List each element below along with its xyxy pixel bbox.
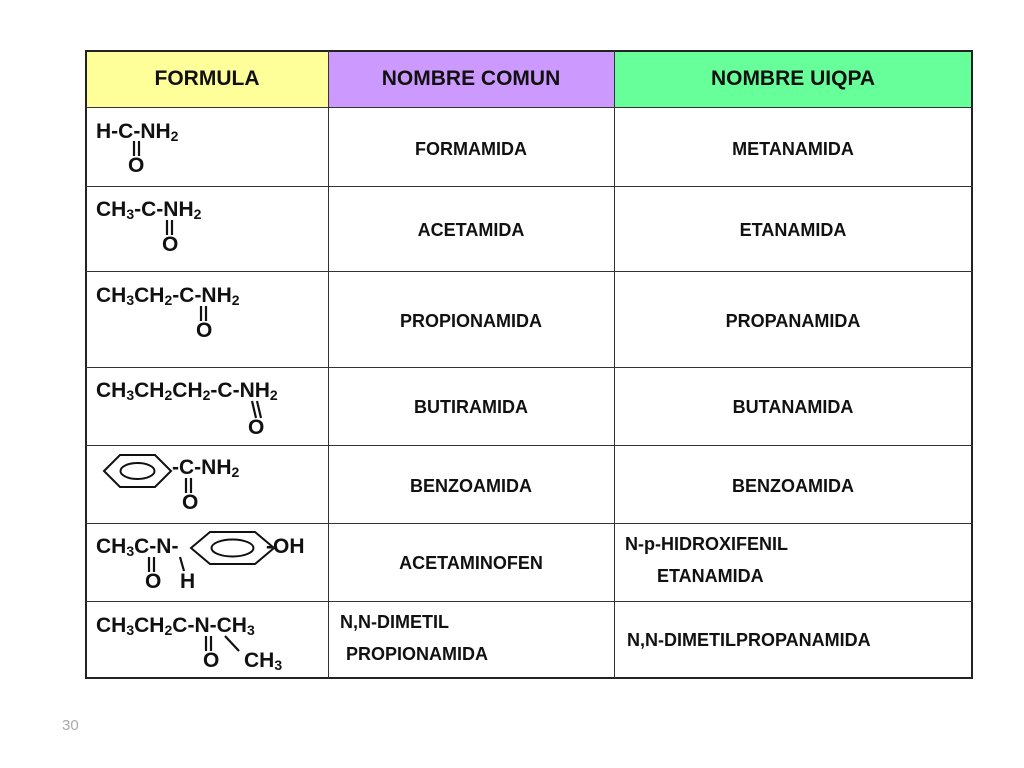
row-divider (85, 367, 973, 368)
oxygen-atom: O (145, 570, 162, 593)
row-divider (85, 445, 973, 446)
header-nombre-comun: NOMBRE COMUN (381, 67, 561, 90)
nombre-uiqpa-row-6-line-2: ETANAMIDA (657, 566, 764, 586)
formula-row-1: $H-C-NH_2$ (96, 120, 179, 144)
nombre-comun-row-4: BUTIRAMIDA (414, 397, 528, 417)
row-divider (85, 601, 973, 602)
page-number: 30 (62, 717, 79, 734)
row-divider (85, 271, 973, 272)
nombre-uiqpa-row-3: PROPANAMIDA (725, 311, 861, 331)
oxygen-atom: O (128, 154, 145, 177)
nombre-comun-row-5: BENZOAMIDA (410, 476, 532, 496)
nombre-comun-row-7-line-1: N,N-DIMETIL (340, 612, 449, 632)
oxygen-atom: O (182, 491, 199, 514)
nombre-uiqpa-row-7: N,N-DIMETILPROPANAMIDA (627, 630, 871, 650)
nombre-uiqpa-row-6-line-1: N-p-HIDROXIFENIL (625, 534, 788, 554)
nombre-uiqpa-row-4: BUTANAMIDA (732, 397, 854, 417)
header-nombre-uiqpa: NOMBRE UIQPA (710, 67, 876, 90)
nombre-uiqpa-row-5: BENZOAMIDA (732, 476, 854, 496)
hydrogen-atom: H (180, 570, 196, 593)
formula-row-3: $CH_3CH_2-C-NH_2$ (96, 284, 240, 308)
row-divider (85, 107, 973, 108)
formula-row-4: $CH_3CH_2CH_2-C-NH_2$ (96, 379, 278, 403)
oxygen-atom: O (196, 319, 213, 342)
formula-row-7: $CH_3CH_2C-N-CH_3$ (96, 614, 255, 638)
nombre-uiqpa-row-1: METANAMIDA (732, 139, 854, 159)
column-divider (614, 50, 615, 679)
row-divider (85, 186, 973, 187)
nombre-comun-row-1: FORMAMIDA (415, 139, 527, 159)
nombre-comun-row-6: ACETAMINOFEN (399, 553, 543, 573)
nombre-comun-row-2: ACETAMIDA (417, 220, 525, 240)
oxygen-atom: O (203, 649, 220, 672)
header-formula: FORMULA (154, 67, 260, 90)
formula-row-5: $-C-NH_2$ (172, 456, 240, 480)
oxygen-atom: O (162, 233, 179, 256)
row-divider (85, 523, 973, 524)
nombre-comun-row-7-line-2: PROPIONAMIDA (346, 644, 489, 664)
nombre-comun-row-3: PROPIONAMIDA (399, 311, 543, 331)
formula-row-6-hydroxyl: -OH (266, 535, 305, 558)
formula-row-2: $CH_3-C-NH_2$ (96, 198, 202, 222)
methyl-group: $CH_3$ (244, 649, 283, 673)
oxygen-atom: O (248, 416, 265, 439)
column-divider (328, 50, 329, 679)
nombre-uiqpa-row-2: ETANAMIDA (739, 220, 847, 240)
formula-row-6: $CH_3C-N-$ (96, 535, 179, 559)
